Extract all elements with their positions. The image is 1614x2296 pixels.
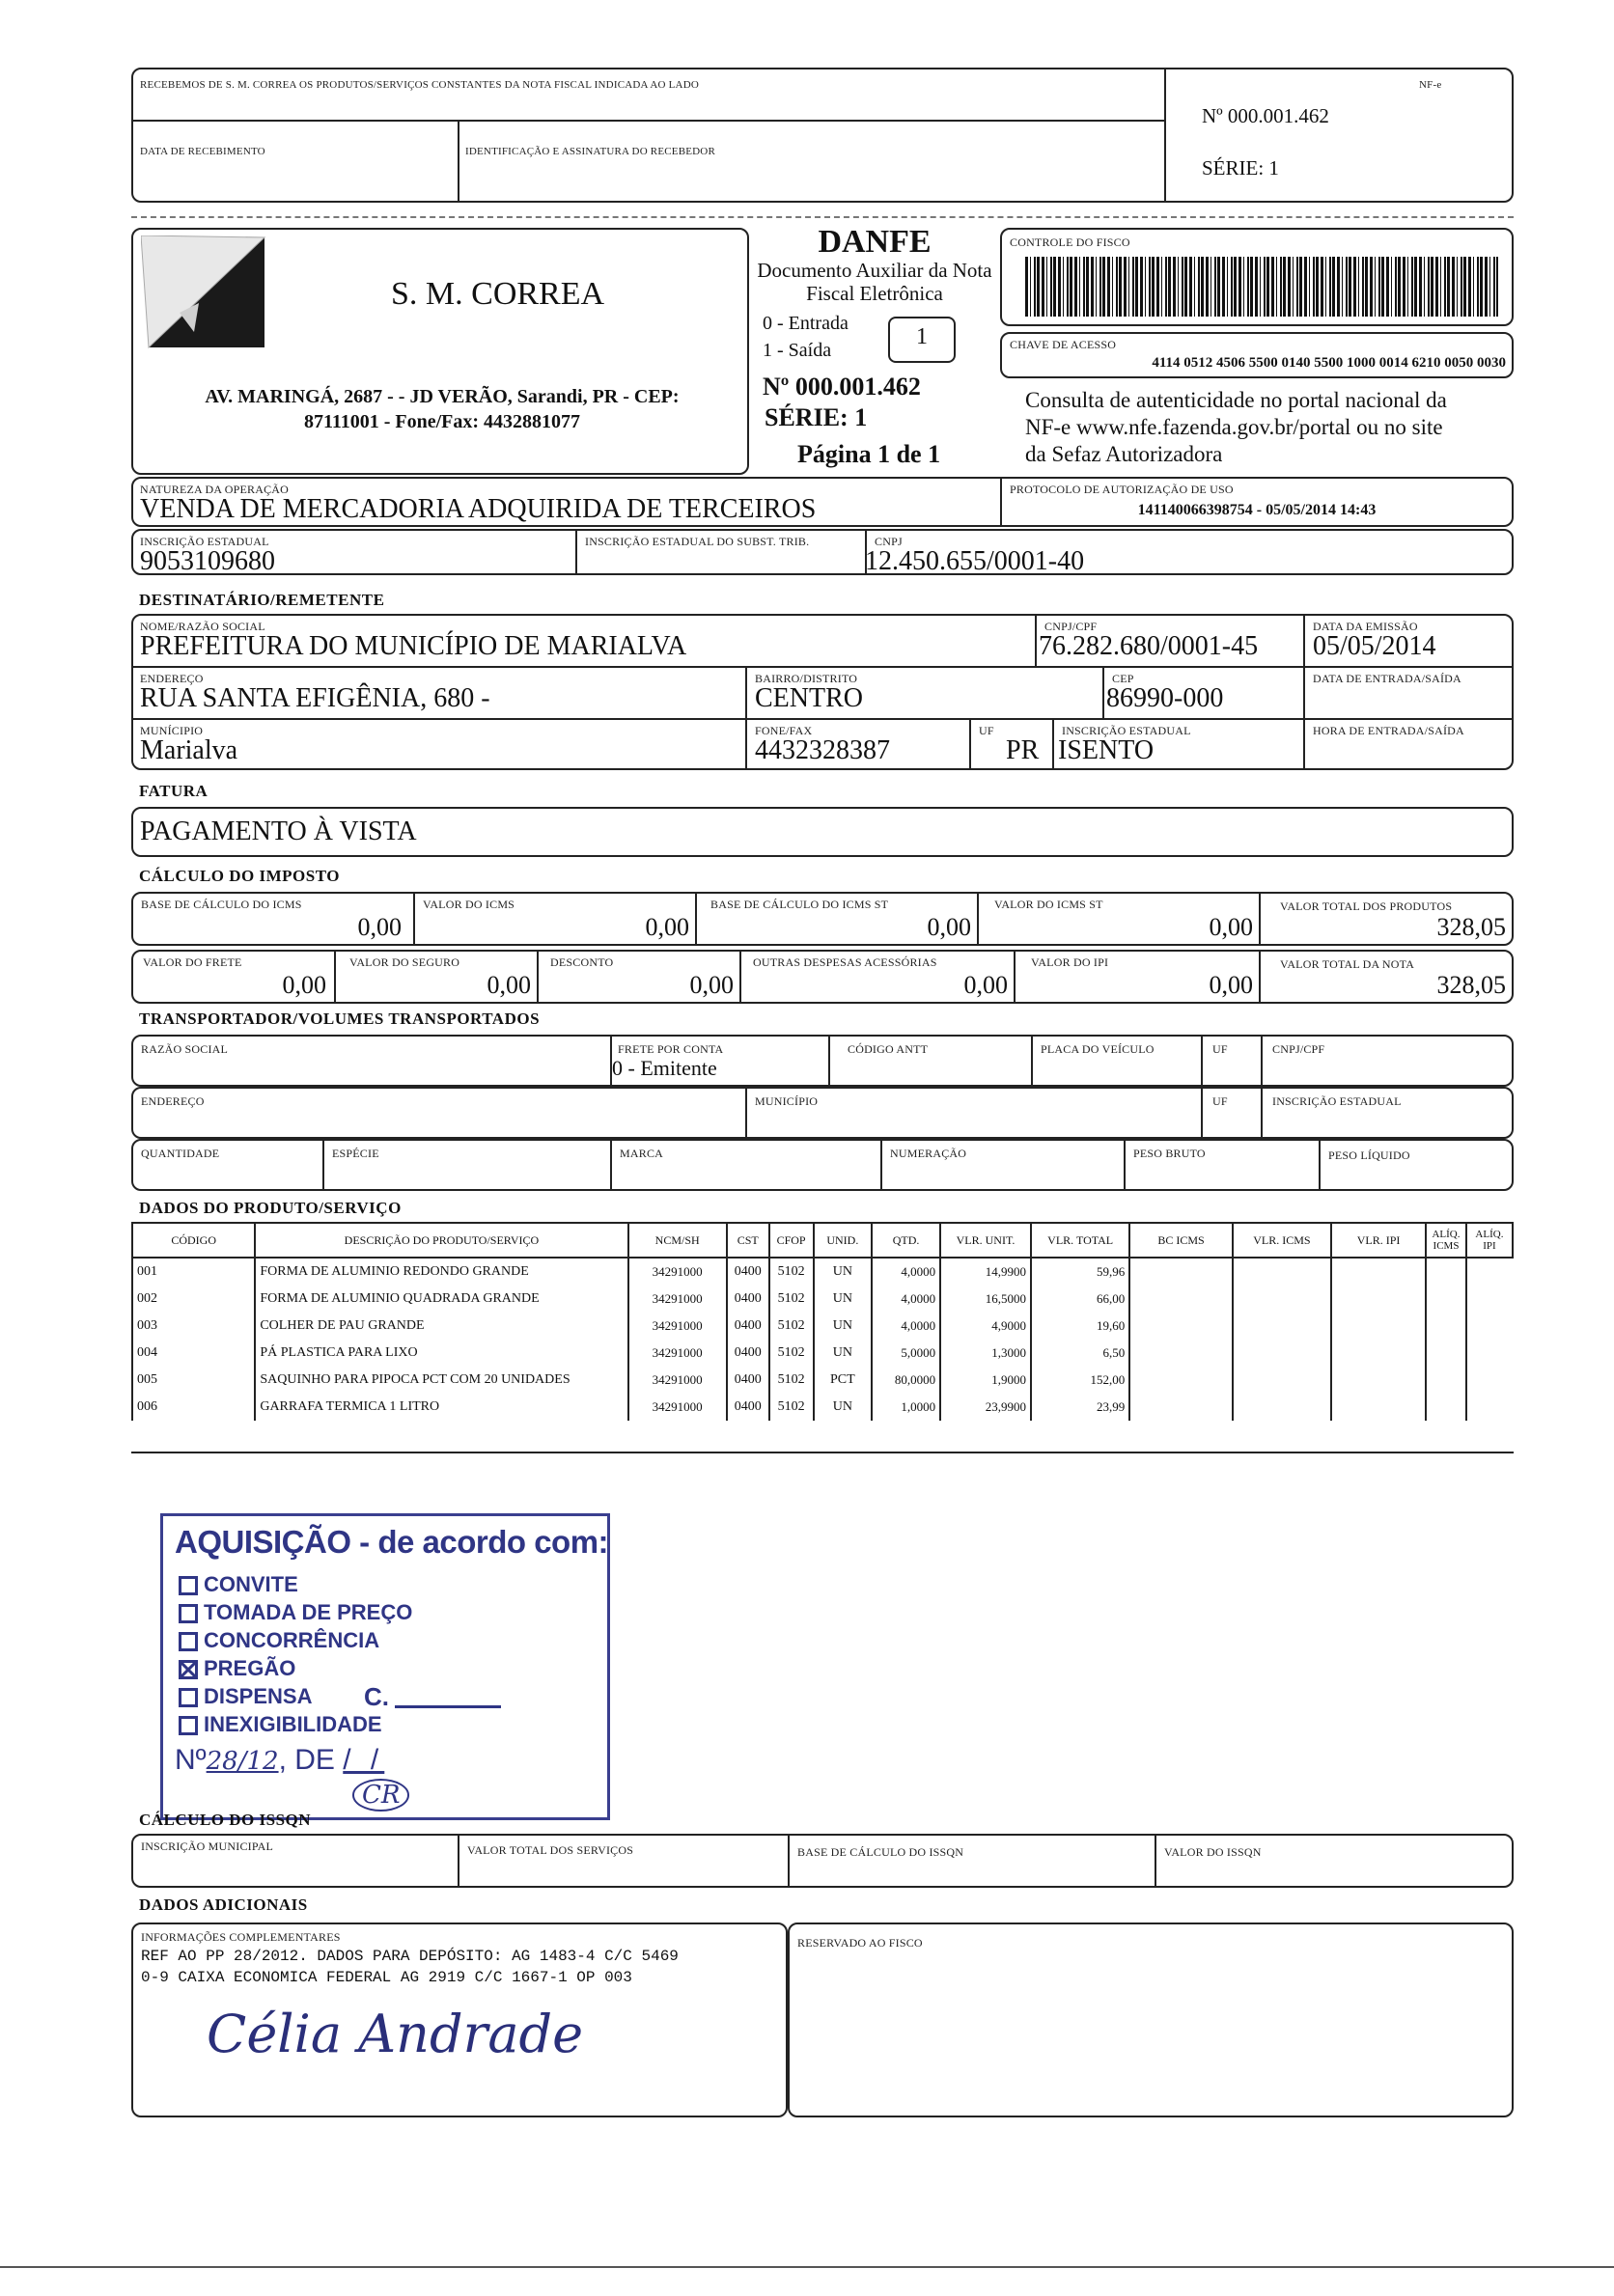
stamp-option-label: CONCORRÊNCIA (204, 1628, 380, 1652)
imp-r1-label-3: VALOR DO ICMS ST (994, 898, 1103, 911)
imp-r2-label-1: VALOR DO SEGURO (349, 955, 460, 969)
table-cell: UN (814, 1340, 873, 1367)
bottom-rule (0, 2266, 1614, 2268)
dest-fone-label: FONE/FAX (755, 724, 813, 737)
stamp-option-label: DISPENSA (204, 1684, 313, 1708)
table-cell: FORMA DE ALUMINIO QUADRADA GRANDE (255, 1286, 627, 1313)
receipt-text: RECEBEMOS DE S. M. CORREA OS PRODUTOS/SERVIÇOS CONSTANTES DA NOTA FISCAL INDICADA AO LADO (140, 79, 699, 91)
imp-r1-label-0: BASE DE CÁLCULO DO ICMS (141, 898, 302, 911)
table-cell: 003 (132, 1313, 255, 1340)
col-qtd: QTD. (872, 1223, 940, 1258)
imp-r2-label-2: DESCONTO (550, 955, 614, 969)
transp-uf-label: UF (1212, 1042, 1228, 1056)
table-cell: 4,9000 (940, 1313, 1031, 1340)
table-cell-empty (1466, 1367, 1513, 1394)
table-cell-empty (1129, 1258, 1232, 1286)
consulta-line-1: Consulta de autenticidade no portal nacional da (1025, 388, 1447, 412)
info-line-2: 0-9 CAIXA ECONOMICA FEDERAL AG 2919 C/C 1667-1 OP 003 (141, 1969, 632, 1986)
table-cell-empty (1233, 1340, 1331, 1367)
table-cell: 0400 (727, 1394, 769, 1421)
table-cell-empty (1233, 1394, 1331, 1421)
section-transportador: TRANSPORTADOR/VOLUMES TRANSPORTADOS (139, 1010, 541, 1028)
table-cell: 34291000 (628, 1367, 727, 1394)
table-cell: 1,9000 (940, 1367, 1031, 1394)
checkbox-icon (179, 1716, 198, 1735)
info-line-1: REF AO PP 28/2012. DADOS PARA DEPÓSITO: AG 1483-4 C/C 5469 (141, 1948, 679, 1965)
table-cell: 005 (132, 1367, 255, 1394)
table-cell: GARRAFA TERMICA 1 LITRO (255, 1394, 627, 1421)
table-cell-empty (1331, 1258, 1426, 1286)
consulta-line-2: NF-e www.nfe.fazenda.gov.br/portal ou no site (1025, 415, 1443, 439)
table-cell-empty (1233, 1313, 1331, 1340)
table-cell-empty (1129, 1313, 1232, 1340)
table-cell: 5102 (769, 1286, 814, 1313)
table-cell: PÁ PLASTICA PARA LIXO (255, 1340, 627, 1367)
table-cell: 4,0000 (872, 1258, 940, 1286)
section-imposto: CÁLCULO DO IMPOSTO (139, 867, 340, 885)
stamp-number-prefix: Nº (175, 1744, 207, 1776)
table-cell: 0400 (727, 1286, 769, 1313)
col-aliq-ipi: ALÍQ. IPI (1466, 1223, 1513, 1258)
table-cell-empty (1129, 1367, 1232, 1394)
table-cell: SAQUINHO PARA PIPOCA PCT COM 20 UNIDADES (255, 1367, 627, 1394)
table-cell: 5102 (769, 1258, 814, 1286)
consulta-line-3: da Sefaz Autorizadora (1025, 442, 1223, 466)
col-ncm: NCM/SH (628, 1223, 727, 1258)
table-cell-empty (1331, 1367, 1426, 1394)
stamp-option-label: INEXIGIBILIDADE (204, 1712, 382, 1736)
table-cell: UN (814, 1286, 873, 1313)
table-cell: 4,0000 (872, 1313, 940, 1340)
col-cst: CST (727, 1223, 769, 1258)
transp-endereco-label: ENDEREÇO (141, 1094, 205, 1108)
col-bc-icms: BC ICMS (1129, 1223, 1232, 1258)
issqn-label-3: VALOR DO ISSQN (1164, 1845, 1262, 1859)
table-cell: 4,0000 (872, 1286, 940, 1313)
dest-municipio-value: Marialva (140, 735, 238, 765)
stub-nfe-label: NF-e (1419, 79, 1442, 91)
table-cell: 5102 (769, 1394, 814, 1421)
transp-numeracao-label: NUMERAÇÃO (890, 1147, 967, 1160)
table-cell: 002 (132, 1286, 255, 1313)
dest-bairro-label: BAIRRO/DISTRITO (755, 672, 858, 685)
issqn-box (131, 1834, 1514, 1888)
table-cell: 19,60 (1031, 1313, 1129, 1340)
table-cell-empty (1331, 1340, 1426, 1367)
table-cell-empty (1331, 1286, 1426, 1313)
imp-r2-value-2: 0,00 (689, 971, 734, 999)
table-row (132, 1367, 1513, 1394)
table-cell: UN (814, 1394, 873, 1421)
table-cell-empty (1331, 1313, 1426, 1340)
signature: Célia Andrade (207, 2004, 584, 2064)
table-cell: 34291000 (628, 1394, 727, 1421)
imp-r2-value-4: 0,00 (1209, 971, 1253, 999)
ie-label: INSCRIÇÃO ESTADUAL (140, 535, 269, 548)
table-cell: 0400 (727, 1340, 769, 1367)
transp-frete-label: FRETE POR CONTA (618, 1042, 724, 1056)
dest-cnpj-label: CNPJ/CPF (1044, 620, 1098, 633)
table-cell-empty (1129, 1286, 1232, 1313)
imp-r2-value-3: 0,00 (963, 971, 1008, 999)
protocolo-value: 141140066398754 - 05/05/2014 14:43 (1137, 502, 1377, 518)
table-cell: 23,9900 (940, 1394, 1031, 1421)
table-cell: 006 (132, 1394, 255, 1421)
danfe-page: Página 1 de 1 (797, 440, 941, 468)
table-cell: 5102 (769, 1367, 814, 1394)
danfe-serie: SÉRIE: 1 (765, 403, 868, 431)
imp-r1-label-1: VALOR DO ICMS (423, 898, 515, 911)
table-cell: 0400 (727, 1313, 769, 1340)
section-fatura: FATURA (139, 782, 209, 800)
section-issqn: CÁLCULO DO ISSQN (139, 1811, 312, 1829)
stamp-option (179, 1710, 412, 1738)
fatura-text: PAGAMENTO À VISTA (140, 816, 417, 846)
table-cell: 001 (132, 1258, 255, 1286)
stamp-number-handwritten: 28/12 (206, 1747, 279, 1776)
barcode (1025, 257, 1498, 317)
danfe-saida: 1 - Saída (763, 340, 832, 361)
table-cell-empty (1233, 1286, 1331, 1313)
table-cell: 80,0000 (872, 1367, 940, 1394)
issqn-label-0: INSCRIÇÃO MUNICIPAL (141, 1840, 274, 1853)
col-codigo: CÓDIGO (132, 1223, 255, 1258)
transp-cnpj-label: CNPJ/CPF (1272, 1042, 1325, 1056)
table-cell: FORMA DE ALUMINIO REDONDO GRANDE (255, 1258, 627, 1286)
table-cell-empty (1233, 1367, 1331, 1394)
chave-value: 4114 0512 4506 5500 0140 5500 1000 0014 6210 0050 0030 (1152, 355, 1506, 371)
stamp-option-label: TOMADA DE PREÇO (204, 1600, 413, 1624)
table-row (132, 1340, 1513, 1367)
dest-cep-label: CEP (1112, 672, 1134, 685)
entrada-saida-label: DATA DE ENTRADA/SAÍDA (1313, 672, 1461, 685)
issuer-address-2: 87111001 - Fone/Fax: 4432881077 (303, 411, 581, 432)
stamp-initials: CR (352, 1779, 409, 1812)
table-cell-empty (1466, 1340, 1513, 1367)
transp-municipio-label: MUNICÍPIO (755, 1094, 819, 1108)
ie-value: 9053109680 (140, 546, 275, 576)
dest-endereco-label: ENDEREÇO (140, 672, 204, 685)
col-vlr-ipi: VLR. IPI (1331, 1223, 1426, 1258)
danfe-title: DANFE (818, 224, 932, 260)
table-row (132, 1258, 1513, 1286)
dest-uf-value: PR (1006, 735, 1040, 765)
transp-placa-label: PLACA DO VEÍCULO (1041, 1042, 1155, 1056)
issuer-cnpj-label: CNPJ (875, 535, 903, 548)
table-cell-empty (1466, 1258, 1513, 1286)
danfe-subtitle-2: Fiscal Eletrônica (806, 282, 943, 305)
ie-st-label: INSCRIÇÃO ESTADUAL DO SUBST. TRIB. (585, 535, 810, 548)
issuer-address: AV. MARINGÁ, 2687 - - JD VERÃO, Sarandi, PR - CEP: (205, 386, 680, 407)
issqn-label-2: BASE DE CÁLCULO DO ISSQN (797, 1845, 964, 1859)
table-cell-empty (1129, 1340, 1232, 1367)
table-cell: 1,0000 (872, 1394, 940, 1421)
stub-number: Nº 000.001.462 (1202, 104, 1329, 127)
hora-label: HORA DE ENTRADA/SAÍDA (1313, 724, 1464, 737)
col-cfop: CFOP (769, 1223, 814, 1258)
info-label: INFORMAÇÕES COMPLEMENTARES (141, 1930, 341, 1944)
receipt-ident-label: IDENTIFICAÇÃO E ASSINATURA DO RECEBEDOR (465, 146, 715, 157)
dest-municipio-label: MUNÍCIPIO (140, 724, 204, 737)
table-cell: COLHER DE PAU GRANDE (255, 1313, 627, 1340)
issuer-cnpj-value: 12.450.655/0001-40 (865, 546, 1085, 576)
checkbox-icon (179, 1604, 198, 1623)
reservado-label: RESERVADO AO FISCO (797, 1936, 923, 1950)
dest-cnpj-value: 76.282.680/0001-45 (1039, 631, 1259, 661)
chave-label: CHAVE DE ACESSO (1010, 338, 1117, 351)
products-table (131, 1222, 1514, 1421)
table-cell: 004 (132, 1340, 255, 1367)
table-cell-empty (1129, 1394, 1232, 1421)
emissao-label: DATA DA EMISSÃO (1313, 620, 1418, 633)
table-cell: 5,0000 (872, 1340, 940, 1367)
table-cell: 23,99 (1031, 1394, 1129, 1421)
issuer-logo (141, 235, 266, 349)
imp-r2-label-3: OUTRAS DESPESAS ACESSÓRIAS (753, 955, 937, 969)
table-cell: 16,5000 (940, 1286, 1031, 1313)
emissao-value: 05/05/2014 (1313, 631, 1436, 661)
table-cell: 0400 (727, 1367, 769, 1394)
danfe-entrada: 0 - Entrada (763, 313, 849, 334)
table-cell: UN (814, 1258, 873, 1286)
natureza-value: VENDA DE MERCADORIA ADQUIRIDA DE TERCEIROS (140, 494, 817, 524)
stamp-option (179, 1598, 412, 1626)
col-vlr-total: VLR. TOTAL (1031, 1223, 1129, 1258)
transp-ie-label: INSCRIÇÃO ESTADUAL (1272, 1094, 1402, 1108)
table-cell: 6,50 (1031, 1340, 1129, 1367)
imp-r1-value-3: 0,00 (1209, 913, 1253, 941)
table-row (132, 1313, 1513, 1340)
dest-endereco-value: RUA SANTA EFIGÊNIA, 680 - (140, 683, 490, 713)
stamp-option-label: PREGÃO (204, 1656, 296, 1680)
section-destinatario: DESTINATÁRIO/REMETENTE (139, 591, 385, 609)
protocolo-label: PROTOCOLO DE AUTORIZAÇÃO DE USO (1010, 483, 1234, 496)
stamp-date-blank: / / (343, 1744, 385, 1776)
table-cell: 14,9900 (940, 1258, 1031, 1286)
table-cell-empty (1466, 1286, 1513, 1313)
table-cell: 1,3000 (940, 1340, 1031, 1367)
table-cell: 5102 (769, 1313, 814, 1340)
dest-fone-value: 4432328387 (755, 735, 890, 765)
fisco-control-label: CONTROLE DO FISCO (1010, 235, 1130, 249)
table-cell-empty (1426, 1286, 1466, 1313)
table-cell-empty (1331, 1394, 1426, 1421)
checked-box-icon (179, 1660, 198, 1679)
checkbox-icon (179, 1576, 198, 1595)
stub-serie: SÉRIE: 1 (1202, 156, 1279, 180)
imp-r2-value-1: 0,00 (487, 971, 531, 999)
transp-marca-label: MARCA (620, 1147, 664, 1160)
stamp-dispensa-suffix: C. (364, 1682, 389, 1711)
checkbox-icon (179, 1688, 198, 1707)
col-vlr-icms: VLR. ICMS (1233, 1223, 1331, 1258)
section-produtos: DADOS DO PRODUTO/SERVIÇO (139, 1199, 402, 1217)
table-cell-empty (1466, 1394, 1513, 1421)
transp-razao-label: RAZÃO SOCIAL (141, 1042, 229, 1056)
danfe-number: Nº 000.001.462 (763, 373, 921, 401)
table-cell-empty (1426, 1367, 1466, 1394)
table-cell: 0400 (727, 1258, 769, 1286)
table-cell-empty (1426, 1313, 1466, 1340)
natureza-label: NATUREZA DA OPERAÇÃO (140, 483, 290, 496)
table-cell-empty (1426, 1340, 1466, 1367)
danfe-subtitle-1: Documento Auxiliar da Nota (757, 259, 992, 282)
section-adicionais: DADOS ADICIONAIS (139, 1895, 308, 1914)
imp-r2-value-5: 328,05 (1436, 971, 1506, 999)
col-aliq-icms: ALÍQ. ICMS (1426, 1223, 1466, 1258)
stamp-option-label: CONVITE (204, 1572, 298, 1596)
imp-r1-value-0: 0,00 (357, 913, 402, 941)
stamp-option (179, 1654, 412, 1682)
imp-r1-value-2: 0,00 (927, 913, 971, 941)
products-header-row (132, 1223, 1513, 1258)
stamp-option (179, 1626, 412, 1654)
reservado-box (788, 1923, 1514, 2117)
table-cell: PCT (814, 1367, 873, 1394)
table-cell: 34291000 (628, 1313, 727, 1340)
col-vlr-unit: VLR. UNIT. (940, 1223, 1031, 1258)
table-row (132, 1286, 1513, 1313)
imp-r2-label-4: VALOR DO IPI (1031, 955, 1109, 969)
table-cell: 34291000 (628, 1286, 727, 1313)
table-cell: 34291000 (628, 1340, 727, 1367)
transp-antt-label: CÓDIGO ANTT (848, 1042, 929, 1056)
table-cell-empty (1233, 1258, 1331, 1286)
dest-cep-value: 86990-000 (1106, 683, 1224, 713)
dest-nome-label: NOME/RAZÃO SOCIAL (140, 620, 265, 633)
col-descricao: DESCRIÇÃO DO PRODUTO/SERVIÇO (255, 1223, 627, 1258)
transp-qtd-label: QUANTIDADE (141, 1147, 220, 1160)
acquisition-stamp (160, 1513, 610, 1820)
issuer-name: S. M. CORREA (391, 276, 605, 312)
dest-ie-value: ISENTO (1058, 735, 1155, 765)
imp-r2-label-0: VALOR DO FRETE (143, 955, 242, 969)
danfe-type-value: 1 (916, 324, 928, 349)
col-unid: UNID. (814, 1223, 873, 1258)
dest-ie-label: INSCRIÇÃO ESTADUAL (1062, 724, 1191, 737)
ie-box (131, 529, 1514, 575)
imp-r1-value-1: 0,00 (645, 913, 689, 941)
transp-uf2-label: UF (1212, 1094, 1228, 1108)
transp-peso-liq-label: PESO LÍQUIDO (1328, 1148, 1410, 1162)
checkbox-icon (179, 1632, 198, 1651)
dest-bairro-value: CENTRO (755, 683, 863, 713)
table-cell-empty (1426, 1394, 1466, 1421)
stamp-option (179, 1570, 412, 1598)
stamp-title: AQUISIÇÃO - de acordo com: (175, 1524, 609, 1560)
table-cell: 66,00 (1031, 1286, 1129, 1313)
issqn-label-1: VALOR TOTAL DOS SERVIÇOS (467, 1843, 634, 1857)
imp-r2-label-5: VALOR TOTAL DA NOTA (1280, 957, 1415, 971)
transp-frete-value: 0 - Emitente (612, 1056, 717, 1080)
table-cell: UN (814, 1313, 873, 1340)
table-cell: 5102 (769, 1340, 814, 1367)
imp-r1-label-4: VALOR TOTAL DOS PRODUTOS (1280, 899, 1453, 913)
transp-peso-bruto-label: PESO BRUTO (1133, 1147, 1206, 1160)
transp-especie-label: ESPÉCIE (332, 1147, 379, 1160)
table-cell: 34291000 (628, 1258, 727, 1286)
imp-r2-value-0: 0,00 (282, 971, 326, 999)
imp-r1-value-4: 328,05 (1436, 913, 1506, 941)
imp-r1-label-2: BASE DE CÁLCULO DO ICMS ST (710, 898, 889, 911)
cut-line (131, 216, 1514, 218)
table-cell-empty (1466, 1313, 1513, 1340)
table-cell: 152,00 (1031, 1367, 1129, 1394)
stamp-number-suffix: , DE (278, 1744, 335, 1776)
table-cell: 59,96 (1031, 1258, 1129, 1286)
table-row (132, 1394, 1513, 1421)
dest-nome-value: PREFEITURA DO MUNICÍPIO DE MARIALVA (140, 631, 687, 661)
table-cell-empty (1426, 1258, 1466, 1286)
receipt-date-label: DATA DE RECEBIMENTO (140, 146, 265, 157)
dest-uf-label: UF (979, 724, 994, 737)
